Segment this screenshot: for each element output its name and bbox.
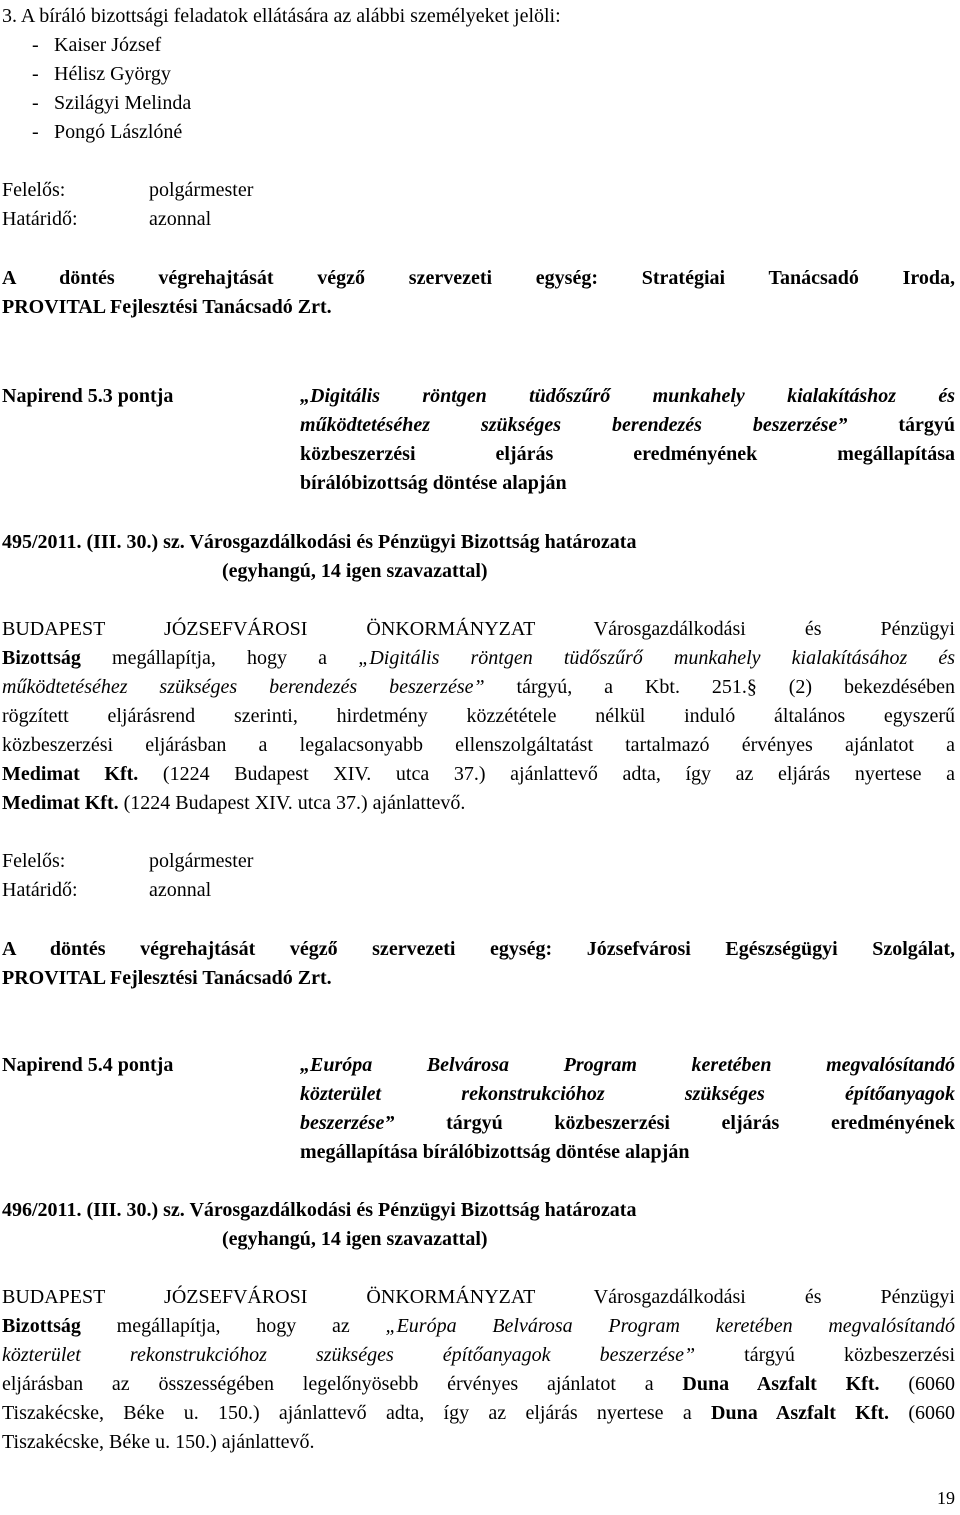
agenda-subject-line: beszerzése” tárgyú közbeszerzési eljárás eredményének: [300, 1112, 956, 1134]
resolution-body-line: Tiszakécske, Béke u. 150.) ajánlattevő.: [2, 1431, 315, 1453]
person-list-item: - Szilágyi Melinda: [32, 92, 192, 114]
resolution-body-line: közterület rekonstrukcióhoz szükséges építőanyagok beszerzése” tárgyú közbeszerzési: [2, 1344, 955, 1366]
agenda-subject-line: közbeszerzési eljárás eredményének megállapítása: [300, 443, 955, 465]
resolution-heading: 495/2011. (III. 30.) sz. Városgazdálkodási és Pénzügyi Bizottság határozata: [2, 531, 637, 553]
hatarido-value: azonnal: [149, 208, 212, 230]
executor-line: PROVITAL Fejlesztési Tanácsadó Zrt.: [2, 967, 332, 989]
hatarido-label: Határidő:: [2, 879, 78, 901]
felelos-value: polgármester: [149, 850, 254, 872]
hatarido-label: Határidő:: [2, 208, 78, 230]
resolution-body-line: közbeszerzési eljárásban a legalacsonyabb ellenszolgáltatást tartalmazó érvényes ajánlatot a: [2, 734, 955, 756]
agenda-label: Napirend 5.3 pontja: [2, 385, 174, 407]
resolution-body-line: BUDAPEST JÓZSEFVÁROSI ÖNKORMÁNYZAT Városgazdálkodási és Pénzügyi: [2, 1286, 955, 1308]
resolution-vote: (egyhangú, 14 igen szavazattal): [222, 560, 488, 582]
page-number: 19: [937, 1488, 955, 1508]
person-list-item: - Hélisz György: [32, 63, 171, 85]
agenda-subject-line: közterület rekonstrukcióhoz szükséges építőanyagok: [300, 1083, 955, 1105]
felelos-label: Felelős:: [2, 179, 66, 201]
person-list-item: - Kaiser József: [32, 34, 162, 56]
item3-heading: 3. A bíráló bizottsági feladatok ellátására az alábbi személyeket jelöli:: [2, 5, 561, 27]
resolution-body-line: Bizottság megállapítja, hogy az „Európa Belvárosa Program keretében megvalósítandó: [2, 1315, 956, 1337]
agenda-subject-line: megállapítása bírálóbizottság döntése alapján: [300, 1141, 690, 1163]
resolution-body-line: működtetéséhez szükséges berendezés beszerzése” tárgyú, a Kbt. 251.§ (2) bekezdésében: [2, 676, 956, 698]
agenda-label: Napirend 5.4 pontja: [2, 1054, 174, 1076]
resolution-body-line: eljárásban az összességében legelőnyösebb érvényes ajánlatot a Duna Aszfalt Kft. (6060: [2, 1373, 956, 1395]
agenda-subject-line: működtetéséhez szükséges berendezés beszerzése” tárgyú: [300, 414, 956, 436]
agenda-subject-line: „Európa Belvárosa Program keretében megvalósítandó: [300, 1054, 955, 1076]
resolution-body-line: BUDAPEST JÓZSEFVÁROSI ÖNKORMÁNYZAT Városgazdálkodási és Pénzügyi: [2, 618, 955, 640]
resolution-body-line: Tiszakécske, Béke u. 150.) ajánlattevő adta, így az eljárás nyertese a Duna Aszfalt Kft. (6060: [2, 1402, 956, 1424]
felelos-label: Felelős:: [2, 850, 66, 872]
felelos-value: polgármester: [149, 179, 254, 201]
hatarido-value: azonnal: [149, 879, 212, 901]
resolution-body-line: rögzített eljárásrend szerinti, hirdetmény közzététele nélkül induló általános egyszerű: [2, 705, 955, 727]
person-list-item: - Pongó Lászlóné: [32, 121, 183, 143]
executor-line: A döntés végrehajtását végző szervezeti egység: Józsefvárosi Egészségügyi Szolgálat,: [2, 938, 955, 960]
agenda-subject-line: bírálóbizottság döntése alapján: [300, 472, 567, 494]
resolution-vote: (egyhangú, 14 igen szavazattal): [222, 1228, 488, 1250]
resolution-heading: 496/2011. (III. 30.) sz. Városgazdálkodási és Pénzügyi Bizottság határozata: [2, 1199, 637, 1221]
resolution-body-line: Bizottság megállapítja, hogy a „Digitális röntgen tüdőszűrő munkahely kialakításához és: [2, 647, 956, 669]
resolution-body-line: Medimat Kft. (1224 Budapest XIV. utca 37.) ajánlattevő adta, így az eljárás nyertese a: [2, 763, 955, 785]
agenda-subject-line: „Digitális röntgen tüdőszűrő munkahely kialakításhoz és: [300, 385, 955, 407]
executor-line: PROVITAL Fejlesztési Tanácsadó Zrt.: [2, 296, 332, 318]
resolution-body-line: Medimat Kft. (1224 Budapest XIV. utca 37.) ajánlattevő.: [2, 792, 466, 814]
executor-line: A döntés végrehajtását végző szervezeti egység: Stratégiai Tanácsadó Iroda,: [2, 267, 956, 289]
